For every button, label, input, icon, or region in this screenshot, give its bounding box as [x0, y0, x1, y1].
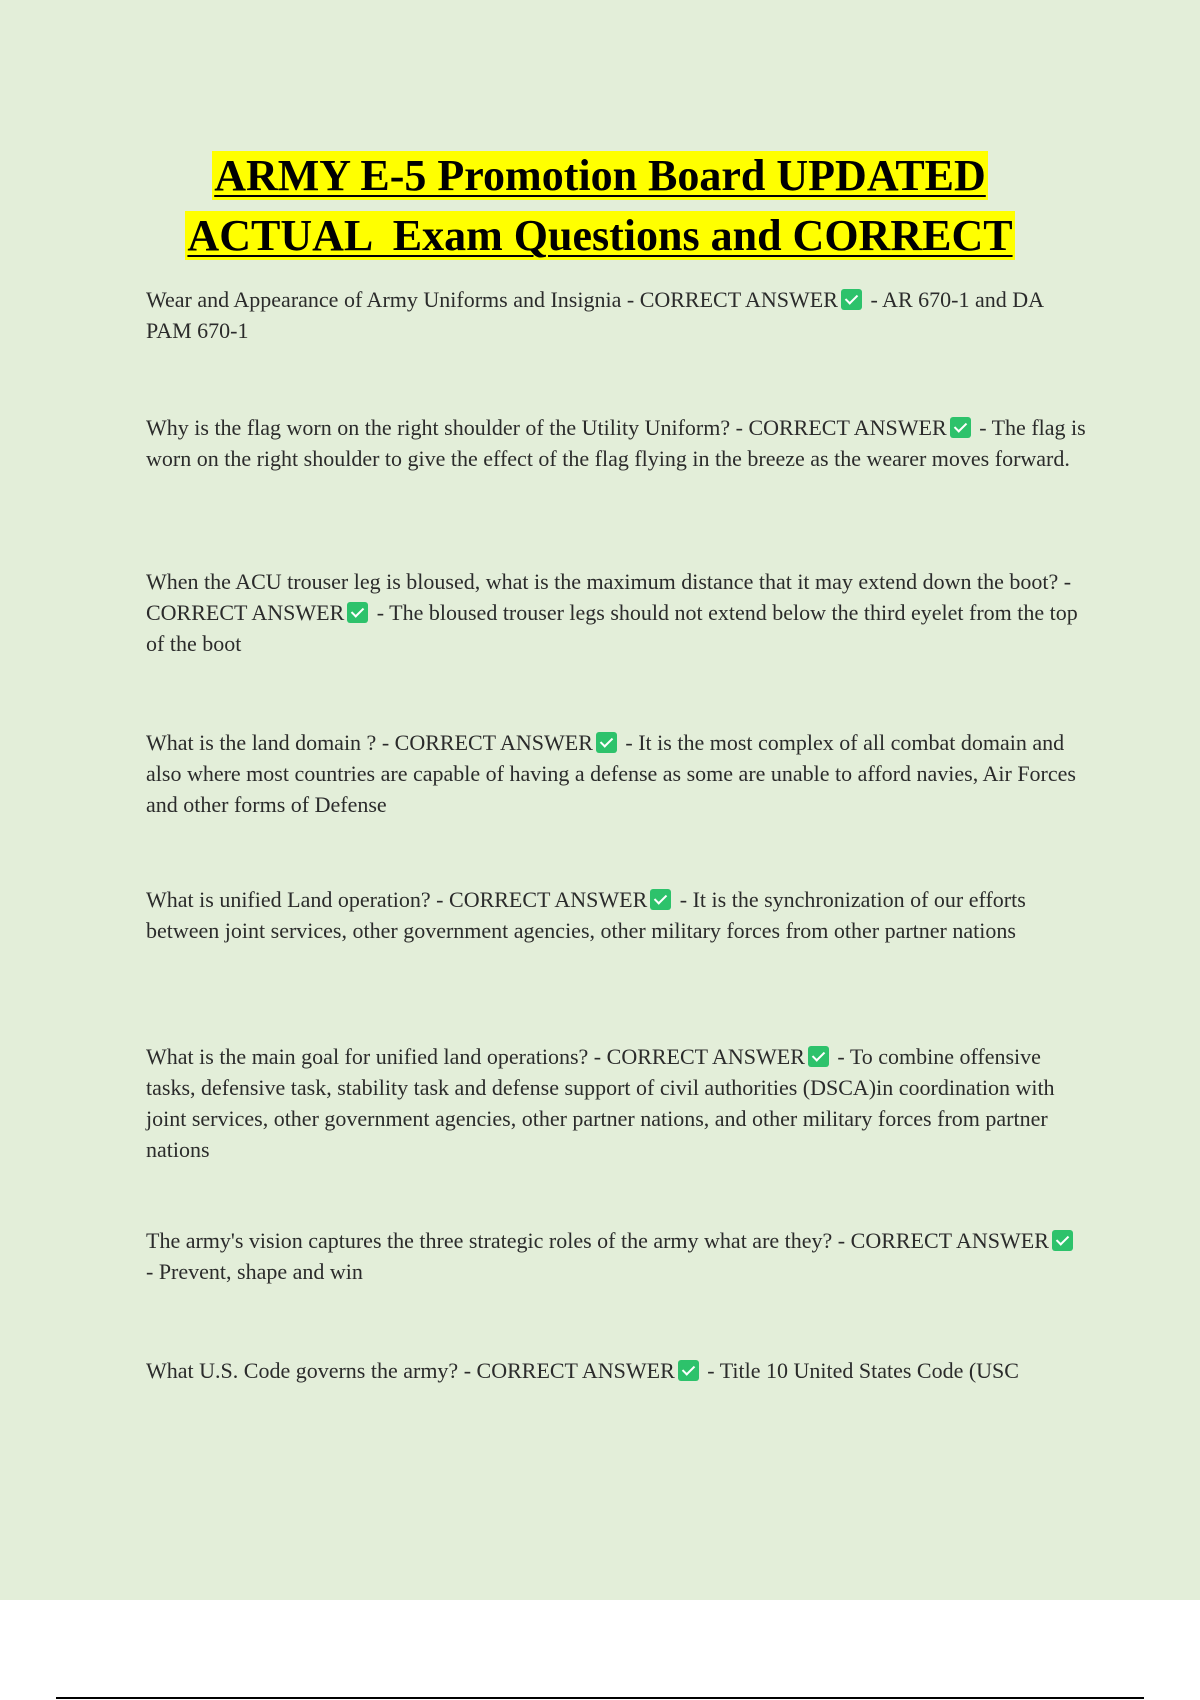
qa-item-1 — [146, 284, 1086, 346]
qa-item-6 — [146, 1041, 1086, 1165]
answer-text: - Prevent, shape and win — [146, 1259, 363, 1284]
qa-item-3 — [146, 566, 1086, 659]
qa-item-8 — [146, 1355, 1086, 1386]
check-icon — [596, 732, 617, 753]
answer-label: CORRECT ANSWER — [146, 600, 345, 625]
answer-label: CORRECT ANSWER — [639, 287, 838, 312]
check-icon — [650, 889, 671, 910]
check-icon — [841, 289, 862, 310]
question-text: Wear and Appearance of Army Uniforms and Insignia - — [146, 287, 640, 312]
answer-label: CORRECT ANSWER — [476, 1358, 675, 1383]
answer-label: CORRECT ANSWER — [748, 415, 947, 440]
answer-text: - Title 10 United States Code (USC — [701, 1358, 1019, 1383]
title-line-1: ARMY E-5 Promotion Board UPDATED — [214, 151, 986, 200]
answer-label: CORRECT ANSWER — [850, 1228, 1049, 1253]
qa-item-5 — [146, 884, 1086, 946]
answer-label: CORRECT ANSWER — [449, 887, 648, 912]
question-text: What is the main goal for unified land operations? - — [146, 1044, 607, 1069]
check-icon — [1052, 1230, 1073, 1251]
qa-item-4 — [146, 727, 1086, 820]
answer-text: - AR 670-1 and DA PAM 670-1 — [146, 287, 1043, 343]
question-text: The army's vision captures the three strategic roles of the army what are they? - — [146, 1228, 851, 1253]
document-title — [0, 148, 1200, 268]
question-text: When the ACU trouser leg is bloused, what is the maximum distance that it may extend down the boot? - — [146, 569, 1072, 594]
answer-label: CORRECT ANSWER — [394, 730, 593, 755]
footer-divider — [56, 1697, 1144, 1699]
qa-item-2 — [146, 412, 1086, 474]
answer-text: - It is the most complex of all combat domain and also where most countries are capable of having a defense as some are unable to afford navies, Air Forces and other forms of Defense — [146, 730, 1076, 817]
answer-label: CORRECT ANSWER — [606, 1044, 805, 1069]
check-icon — [950, 417, 971, 438]
answer-text: - The flag is worn on the right shoulder to give the effect of the flag flying in the breeze as the wearer moves forward. — [146, 415, 1086, 471]
question-text: What is the land domain ? - — [146, 730, 395, 755]
check-icon — [808, 1046, 829, 1067]
question-text: What is unified Land operation? - — [146, 887, 450, 912]
answer-text: - The bloused trouser legs should not extend below the third eyelet from the top of the boot — [146, 600, 1078, 656]
answer-text: - To combine offensive tasks, defensive task, stability task and defense support of civil authorities (DSCA)in coordination with joint services, other government agencies, other partner nations, and other military forces from partner nations — [146, 1044, 1055, 1162]
title-line-2: ACTUAL Exam Questions and CORRECT — [187, 211, 1013, 260]
question-text: Why is the flag worn on the right shoulder of the Utility Uniform? - — [146, 415, 749, 440]
check-icon — [678, 1360, 699, 1381]
qa-item-7 — [146, 1225, 1086, 1287]
check-icon — [347, 602, 368, 623]
question-text: What U.S. Code governs the army? - — [146, 1358, 477, 1383]
answer-text: - It is the synchronization of our efforts between joint services, other government agencies, other military forces from other partner nations — [146, 887, 1026, 943]
